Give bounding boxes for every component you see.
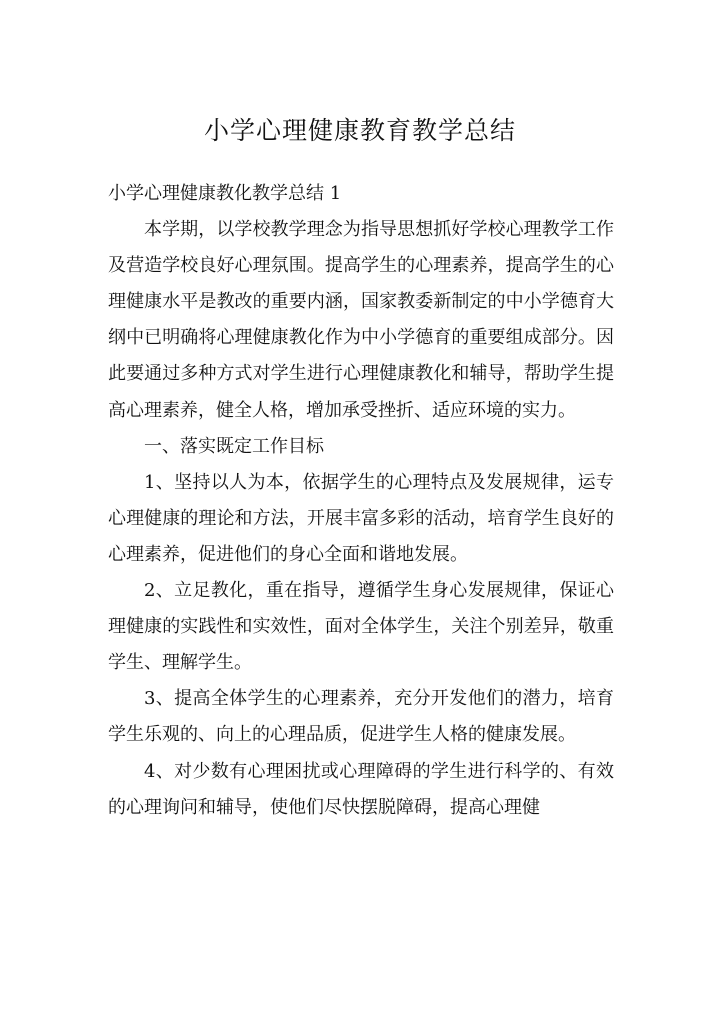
intro-paragraph: 本学期，以学校教学理念为指导思想抓好学校心理教学工作及营造学校良好心理氛围。提高学生的心理素养，提高学生的心理健康水平是教改的重要内涵，国家教委新制定的中小学德育大纲中已明确将心理健康教化作为中小学德育的重要组成部分。因此要通过多种方式对学生进行心理健康教化和辅导，帮助学生提高心理素养，健全人格，增加承受挫折、适应环境的实力。 [108, 219, 614, 421]
goal-item-4: 4、对少数有心理困扰或心理障碍的学生进行科学的、有效的心理询问和辅导，使他们尽快摆脱障碍，提高心理健 [108, 760, 614, 818]
document-title: 小学心理健康教育教学总结 [203, 116, 516, 145]
section-heading: 小学心理健康教化教学总结 1 [108, 183, 342, 204]
goal-item-3: 3、提高全体学生的心理素养，充分开发他们的潜力，培育学生乐观的、向上的心理品质，促进学生人格的健康发展。 [108, 688, 614, 746]
goal-item-1: 1、坚持以人为本，依据学生的心理特点及发展规律，运专心理健康的理论和方法，开展丰富多彩的活动，培育学生良好的心理素养，促进他们的身心全面和谐地发展。 [108, 471, 614, 565]
document-body [108, 176, 614, 826]
goal-item-2: 2、立足教化，重在指导，遵循学生身心发展规律，保证心理健康的实践性和实效性，面对全体学生，关注个别差异，敬重学生、理解学生。 [108, 580, 614, 674]
goal-heading: 一、落实既定工作目标 [144, 435, 324, 457]
